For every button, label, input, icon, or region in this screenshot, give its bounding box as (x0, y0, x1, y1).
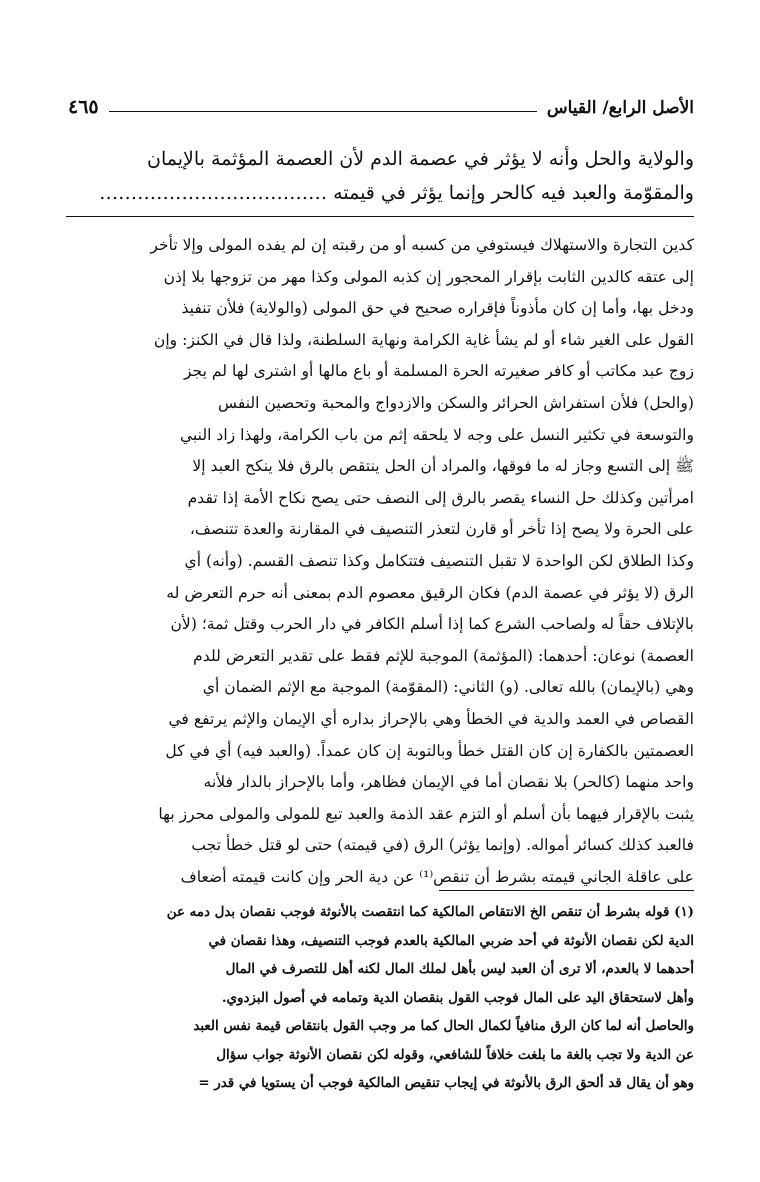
footnote-line: وهو أن يقال قد ألحق الرق بالأنوثة في إيجاب تنقيص المالكية فوجب أن يستويا في قدر = (198, 1075, 694, 1091)
footnote-line: والحاصل أنه لما كان الرق منافياً لكمال الحال كما مر وجب القول بانتقاص قيمة نفس العبد (193, 1018, 694, 1034)
main-text-separator (66, 216, 694, 217)
commentary-line: ودخل بها، وأما إن كان مأذوناً فإقراره صحيح في حق المولى (والولاية) فلأن تنفيذ (181, 299, 694, 318)
commentary-line: (والحل) فلأن استفراش الحرائر والسكن والازدواج والمحبة وتحصين النفس (217, 393, 694, 412)
commentary-line: بالإتلاف حقاً له ولصاحب الشرع كما إذا أسلم الكافر في دار الحرب وقتل ثمة؛ (لأن (170, 615, 694, 634)
commentary-line: فالعبد كذلك كسائر أمواله. (وإنما يؤثر) الرق (في قيمته) حتى لو قتل خطأ تجب (191, 836, 694, 855)
commentary-line: ﷺ إلى التسع وجاز له ما فوقها، والمراد أن الحل ينتقص بالرق فلا ينكح العبد إلا (192, 457, 694, 476)
page-number: ٤٦٥ (68, 96, 99, 118)
commentary-line: وكذا الطلاق لكن الواحدة لا تقبل التنصيف فتتكامل وكذا تنصف القسم. (وأنه) أي (184, 551, 694, 570)
header-rule (109, 111, 537, 112)
commentary-line: العصمة) نوعان: أحدهما: (المؤثمة) الموجبة للإثم فقط على تقدير التعرض للدم (193, 646, 694, 665)
commentary-line: زوج عبد مكاتب أو كافر صغيرته الحرة المسلمة أو باع مالها أو اشترى لها لم يجز (183, 362, 694, 381)
footnote-line: وأهل لاستحقاق اليد على المال فوجب القول بنقصان الدية وتمامه في أصول البزدوي. (221, 989, 694, 1006)
commentary-line: على عاقلة الجاني قيمته بشرط أن تنقص⁽¹⁾ عن دية الحر وإن كانت قيمته أضعاف (180, 867, 694, 886)
footnote (66, 898, 694, 1098)
commentary-line: وهي (بالإيمان) بالله تعالى. (و) الثاني: (المقوّمة) الموجبة مع الإثم الضمان أي (202, 678, 694, 697)
commentary-line: على الحرة ولا يصح إذا تأخر أو قارن لتعذر التنصيف في المقارنة والعدة تتنصف، (189, 520, 694, 539)
chapter-title: الأصل الرابع/ القياس (546, 98, 694, 118)
commentary-line: والتوسعة في تكثير النسل على وجه لا يلحقه إثم من باب الكرامة، ولهذا زاد النبي (179, 425, 694, 444)
main-text-line: والولاية والحل وأنه لا يؤثر في عصمة الدم لأن العصمة المؤثمة بالإيمان (147, 148, 694, 170)
footnote-line: أحدهما لا بالعدم، ألا ترى أن العبد ليس بأهل لملك المال لكنه أهل للتصرف في المال (225, 961, 694, 977)
footnote-line: الدية لكن نقصان الأنوثة في أحد ضربي المالكية بالعدم فوجب التنصيف، وهذا نقصان في (208, 932, 694, 949)
footnote-line: (١) قوله بشرط أن تنقص الخ الانتقاص المالكية كما انتقصت بالأنوثة فوجب نقصان بدل دمه عن (166, 904, 694, 920)
commentary-line: واحد منهما (كالحر) بلا نقصان أما في الإيمان فظاهر، وأما بالإحراز بالدار فلأنه (203, 773, 694, 792)
commentary-line: القصاص في العمد والدية في الخطأ وهي بالإحراز بداره أي الإيمان والإثم يرتفع في (168, 709, 694, 728)
commentary-line: امرأتين وكذلك حل النساء يقصر بالرق إلى النصف حتى يصح نكاح الأمة إذا تقدم (187, 488, 694, 507)
footnote-line: عن الدية ولا تجب بالغة ما بلغت خلافاً للشافعي، وقوله لكن نقصان الأنوثة جواب سؤال (216, 1046, 694, 1063)
main-text (66, 142, 694, 210)
footnote-separator (439, 890, 694, 891)
dotted-leader: ……………………………… (99, 182, 328, 204)
commentary-text (66, 230, 694, 893)
commentary-line: يثبت بالإقرار فيهما بأن أسلم أو التزم عقد الذمة والعبد تبع للمولى والمولى محرز بها (158, 804, 694, 823)
main-text-line-words: والمقوّمة والعبد فيه كالحر وإنما يؤثر في قيمته (333, 182, 694, 204)
main-text-line (66, 176, 694, 210)
commentary-line: الرق (لا يؤثر في عصمة الدم) فكان الرقيق معصوم الدم بمعنى أنه حرم التعرض له (166, 583, 694, 602)
commentary-line: القول على الغير شاء أو لم يشأ غاية الكرامة ونهاية السلطنة، ولذا قال في الكنز: وإن (153, 330, 694, 349)
commentary-line: إلى عتقه كالدين الثابت بإقرار المحجور إن كذبه المولى وكذا مهر من تزوجها بلا إذن (163, 267, 694, 286)
commentary-line: العصمتين بالكفارة إن كان القتل خطأ وبالتوبة إن كان عمداً. (والعبد فيه) أي في كل (165, 741, 694, 760)
commentary-line: كدين التجارة والاستهلاك فيستوفي من كسبه أو من رقبته إن لم يفده المولى وإلا تأخر (150, 236, 694, 254)
page-header (68, 92, 694, 118)
